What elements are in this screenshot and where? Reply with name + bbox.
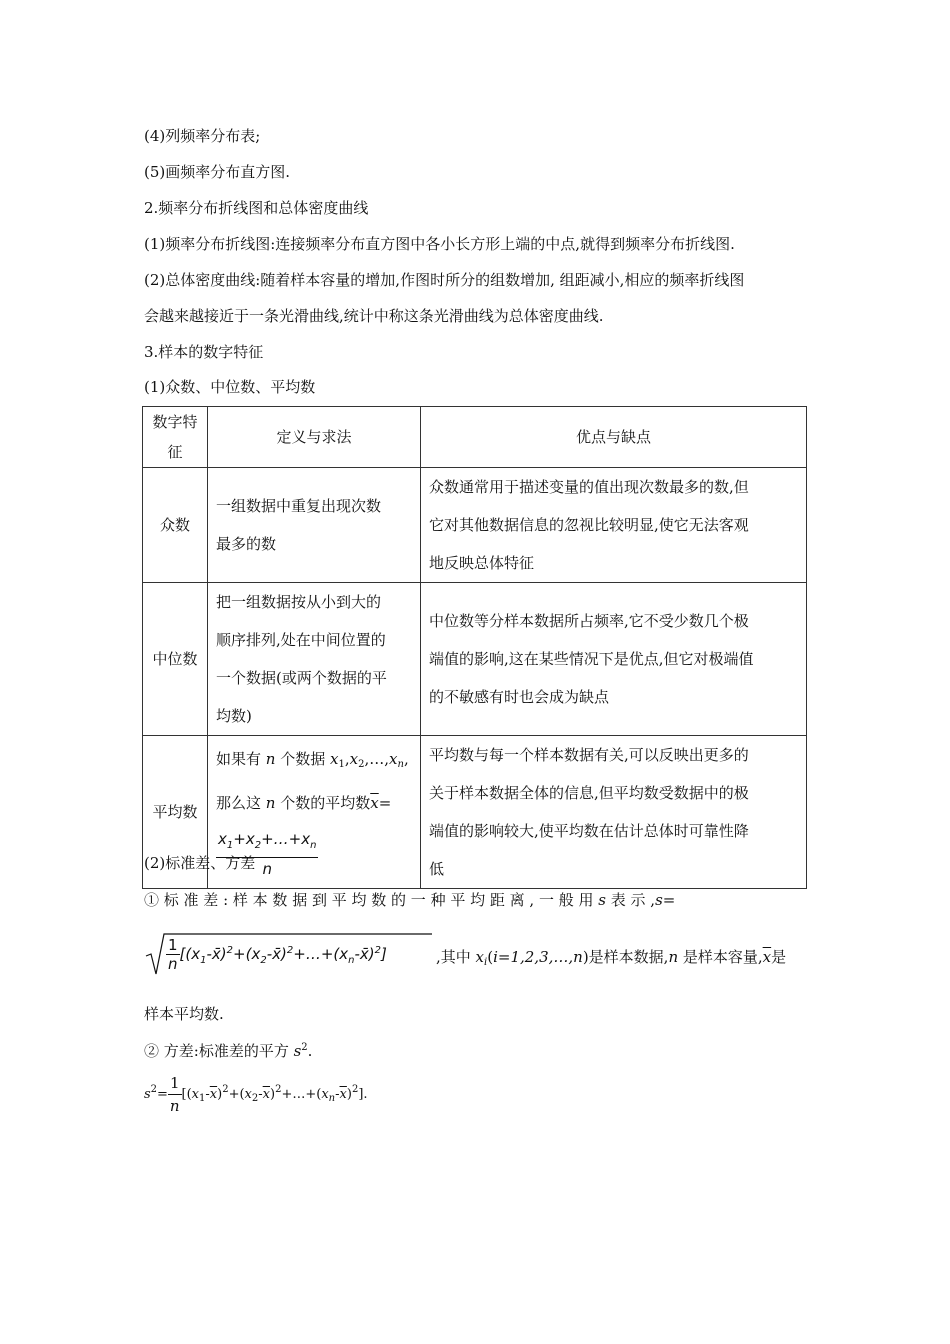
sample-mean-note: 样本平均数. xyxy=(144,1005,224,1023)
mean-name: 平均数 xyxy=(143,736,208,889)
line-list-freq-table: (4)列频率分布表; xyxy=(144,127,261,145)
mode-pros-cons: 众数通常用于描述变量的值出现次数最多的数,但 它对其他数据信息的忽视比较明显,使它无法客观 地反映总体特征 xyxy=(421,468,807,583)
median-name: 中位数 xyxy=(143,583,208,736)
section-2-heading: 2.频率分布折线图和总体密度曲线 xyxy=(144,199,369,217)
mean-definition: 如果有 n 个数据 $x_1,x_2,\dots,x_n$, 那么这 n 个数的平均数$\overline{x}=$ $\frac{x_1+x_2+\dots+x_n}{n}$ xyxy=(208,736,421,889)
table-row-median xyxy=(143,583,807,736)
table-header-row xyxy=(143,407,807,468)
mode-definition: 一组数据中重复出现次数 最多的数 xyxy=(208,468,421,583)
std-formula-explanation: ,其中 $x_i(i=1,2,3,\dots,n)$是样本数据,n 是样本容量$,\overline{x}$是 xyxy=(436,948,787,968)
subsection-std-variance: (2)标准差、方差 xyxy=(144,854,256,872)
header-pros-cons: 优点与缺点 xyxy=(421,407,807,468)
subsection-mode-median-mean: (1)众数、中位数、平均数 xyxy=(144,378,316,396)
std-formula: $\frac{1}{n}$ $[(x_1-x̄)^2+(x_2-x̄)^2+\dots+(x_n-x̄)^2]$ xyxy=(168,936,387,973)
para-std-definition: ① 标 准 差 : 样 本 数 据 到 平 均 数 的 一 种 平 均 距 离 , 一 般 用 s 表 示 ,s= xyxy=(144,891,676,909)
mode-name: 众数 xyxy=(143,468,208,583)
line-draw-histogram: (5)画频率分布直方图. xyxy=(144,163,291,181)
header-feature: 数字特征 xyxy=(143,407,208,468)
features-table xyxy=(142,406,807,889)
variance-formula: $s^2=$ $\frac{1}{n}$ $[(x_1-\overline{x})^2+(x_2-\overline{x})^2+\dots+(x_n-\overline{x})^2]$. xyxy=(144,1074,368,1115)
para-variance-definition: ② 方差:标准差的平方 $s^2$. xyxy=(144,1042,313,1060)
mean-pros-cons: 平均数与每一个样本数据有关,可以反映出更多的 关于样本数据全体的信息,但平均数受数据中的极 端值的影响较大,使平均数在估计总体时可靠性降 低 xyxy=(421,736,807,889)
para-density-curve-2: 会越来越接近于一条光滑曲线,统计中称这条光滑曲线为总体密度曲线. xyxy=(144,307,604,325)
section-3-heading: 3.样本的数字特征 xyxy=(144,343,264,361)
mean-fraction: $\frac{x_1+x_2+\dots+x_n}{n}$ xyxy=(218,830,317,878)
header-definition: 定义与求法 xyxy=(208,407,421,468)
para-density-curve-1: (2)总体密度曲线:随着样本容量的增加,作图时所分的组数增加, 组距减小,相应的频率折线图 xyxy=(144,271,745,289)
para-freq-polygon: (1)频率分布折线图:连接频率分布直方图中各小长方形上端的中点,就得到频率分布折线图. xyxy=(144,235,735,253)
median-definition: 把一组数据按从小到大的 顺序排列,处在中间位置的 一个数据(或两个数据的平 均数) xyxy=(208,583,421,736)
table-row-mode xyxy=(143,468,807,583)
median-pros-cons: 中位数等分样本数据所占频率,它不受少数几个极 端值的影响,这在某些情况下是优点,但它对极端值 的不敏感有时也会成为缺点 xyxy=(421,583,807,736)
